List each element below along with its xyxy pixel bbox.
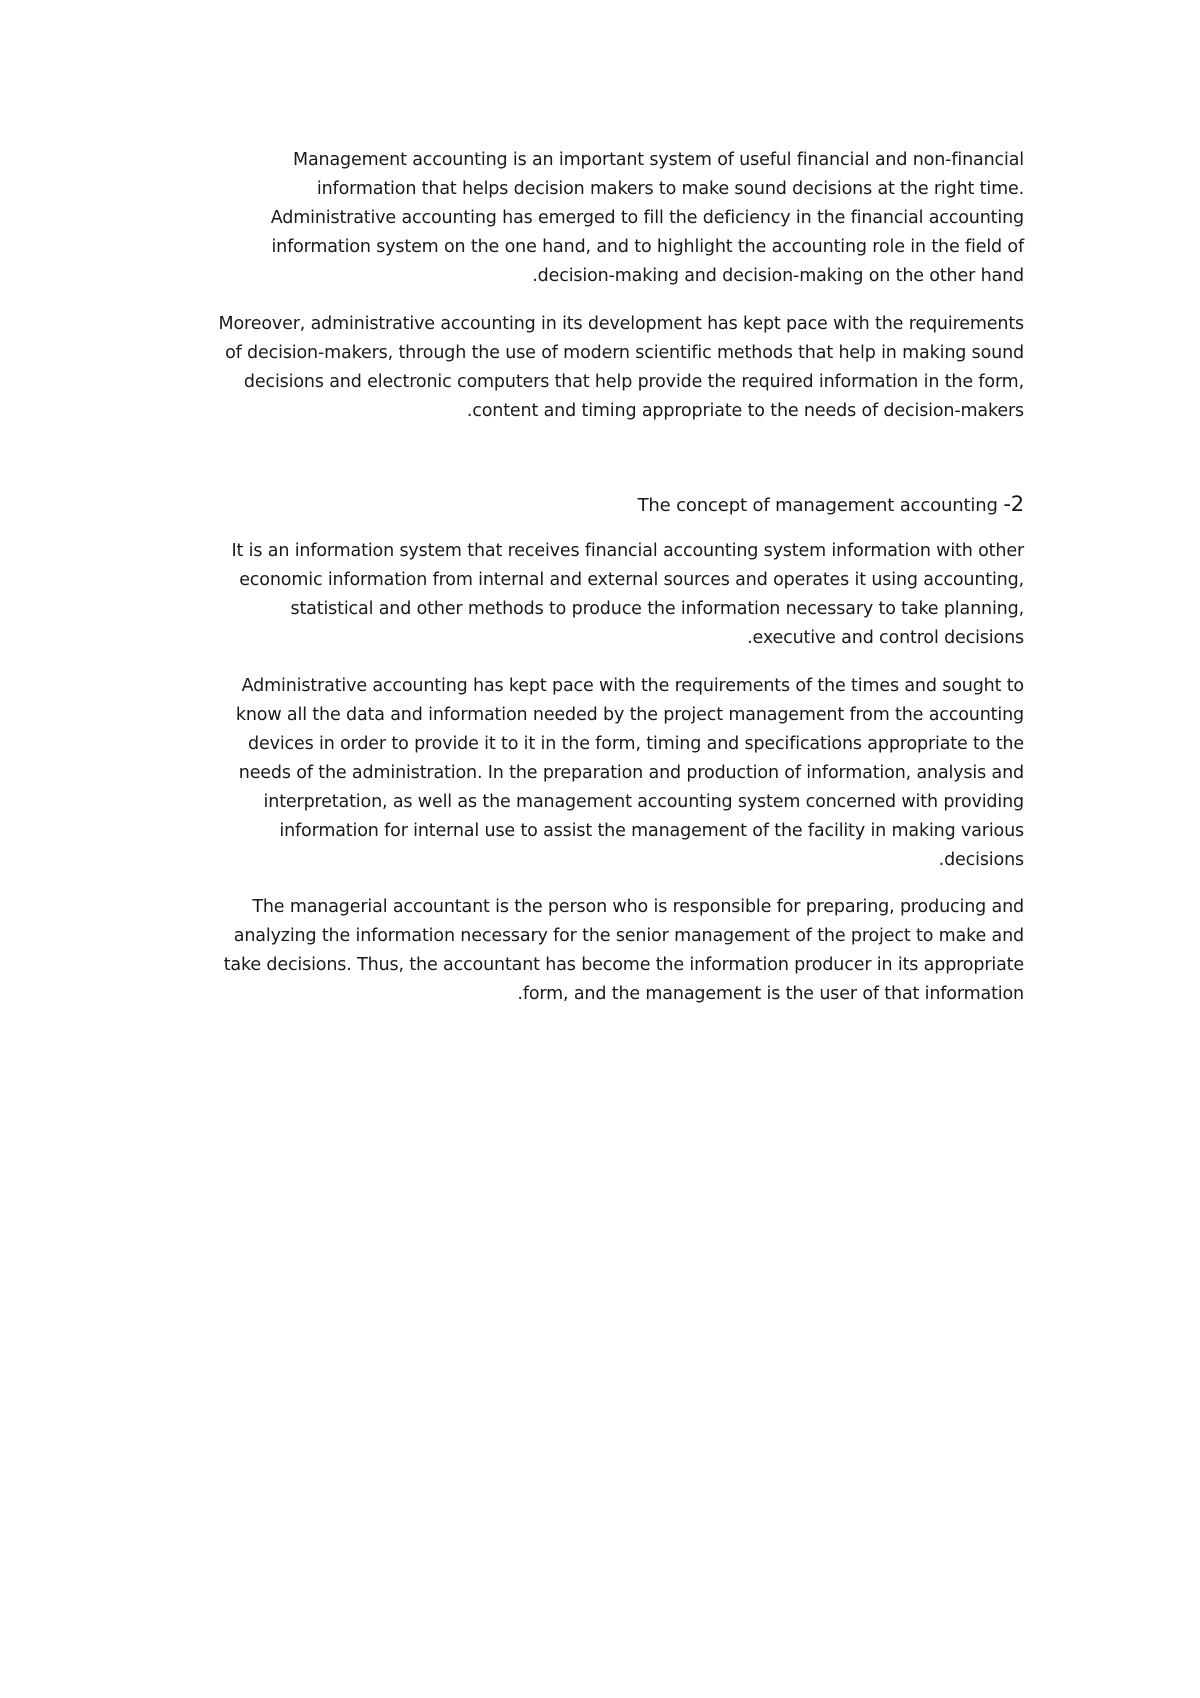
text-line: interpretation, as well as the management accounting system concerned with providing: [263, 792, 1024, 812]
paragraph-definition: [164, 537, 1024, 653]
text-line: .form, and the management is the user of that information: [517, 984, 1024, 1004]
text-line: decisions and electronic computers that help provide the required information in the form,: [243, 372, 1024, 392]
paragraph-requirements: [164, 672, 1024, 875]
text-line: .decisions: [938, 850, 1024, 870]
text-line: Moreover, administrative accounting in its development has kept pace with the requirements: [218, 314, 1024, 334]
text-line: information that helps decision makers to make sound decisions at the right time.: [316, 179, 1024, 199]
text-line: take decisions. Thus, the accountant has become the information producer in its appropriate: [223, 955, 1024, 975]
heading-number: -2: [1003, 492, 1024, 516]
text-line: .executive and control decisions: [747, 628, 1024, 648]
paragraph-intro: [164, 146, 1024, 291]
text-line: economic information from internal and external sources and operates it using accounting,: [239, 570, 1024, 590]
text-line: analyzing the information necessary for the senior management of the project to make and: [233, 926, 1024, 946]
text-line: Administrative accounting has emerged to fill the deficiency in the financial accounting: [270, 208, 1024, 228]
text-line: information for internal use to assist the management of the facility in making various: [279, 821, 1024, 841]
text-line: devices in order to provide it to it in the form, timing and specifications appropriate to the: [248, 734, 1024, 754]
text-line: It is an information system that receives financial accounting system information with other: [231, 541, 1024, 561]
text-line: of decision-makers, through the use of modern scientific methods that help in making sound: [225, 343, 1024, 363]
text-line: statistical and other methods to produce the information necessary to take planning,: [290, 599, 1024, 619]
text-line: .decision-making and decision-making on the other hand: [532, 266, 1024, 286]
text-line: The managerial accountant is the person who is responsible for preparing, producing and: [252, 897, 1024, 917]
text-line: information system on the one hand, and to highlight the accounting role in the field of: [271, 237, 1024, 257]
text-line: Administrative accounting has kept pace with the requirements of the times and sought to: [241, 676, 1024, 696]
paragraph-accountant: [164, 893, 1024, 1009]
text-line: know all the data and information needed by the project management from the accounting: [235, 705, 1024, 725]
paragraph-development: [164, 310, 1024, 426]
text-line: Management accounting is an important system of useful financial and non-financial: [293, 150, 1024, 170]
text-line: .content and timing appropriate to the needs of decision-makers: [466, 401, 1024, 421]
section-heading: [164, 490, 1024, 520]
text-line: needs of the administration. In the preparation and production of information, analysis and: [238, 763, 1024, 783]
heading-text: The concept of management accounting: [637, 495, 998, 516]
